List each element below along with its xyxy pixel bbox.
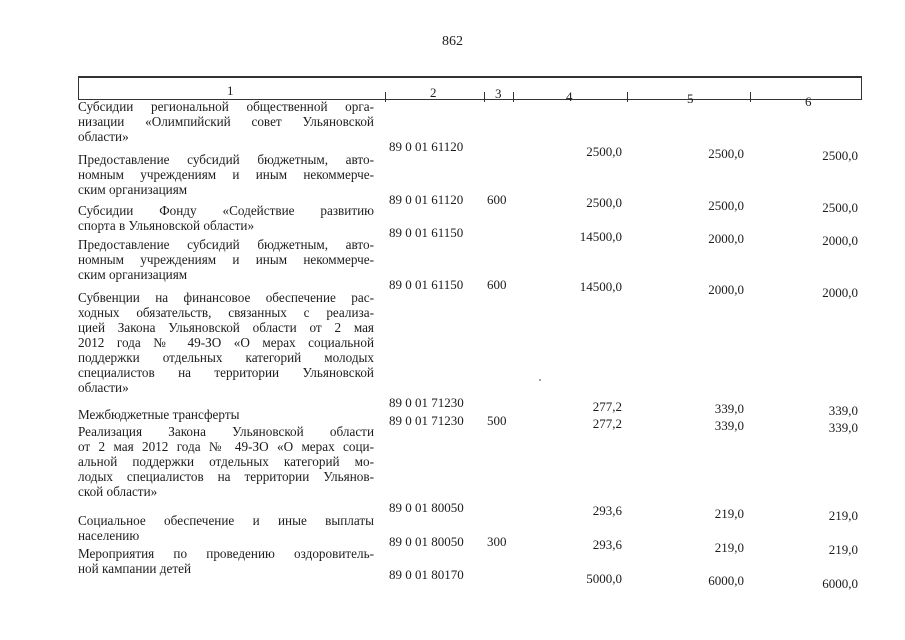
header-divider: [385, 92, 386, 102]
description-line: населению: [78, 528, 140, 543]
table-row-description: [78, 290, 374, 395]
value-col-4: 2500,0: [586, 144, 622, 159]
description-line: Реализация Закона Ульяновской области: [78, 424, 374, 439]
target-article-code: 89 0 01 80050: [389, 500, 464, 515]
description-line: лодых специалистов на территории Ульянов-: [78, 469, 374, 484]
header-col-2: 2: [430, 85, 437, 100]
target-article-code: 89 0 01 80170: [389, 567, 464, 582]
description-line: ской области»: [78, 484, 158, 499]
description-line: ходных обязательств, связанных с реализа-: [78, 305, 374, 320]
value-col-5: 6000,0: [708, 573, 744, 588]
description-line: Субсидии региональной общественной орга-: [78, 99, 374, 114]
description-line: Мероприятия по проведению оздоровитель-: [78, 546, 374, 561]
description-line: номным учреждениям и иным некоммерче-: [78, 252, 374, 267]
description-line: области»: [78, 129, 129, 144]
header-divider: [513, 92, 514, 102]
description-line: Субсидии Фонду «Содействие развитию: [78, 203, 374, 218]
description-line: специалистов на территории Ульяновской: [78, 365, 374, 380]
value-col-6: 339,0: [828, 420, 858, 435]
table-row-description: [78, 546, 374, 576]
header-col-3: 3: [495, 86, 502, 101]
value-col-5: 2000,0: [708, 231, 744, 246]
description-line: спорта в Ульяновской области»: [78, 218, 255, 233]
value-col-5: 339,0: [714, 418, 744, 433]
description-line: ским организациям: [78, 182, 188, 197]
value-col-5: 2500,0: [708, 146, 744, 161]
description-line: от 2 мая 2012 года № 49-ЗО «О мерах соци-: [78, 439, 374, 454]
header-divider: [627, 92, 628, 102]
table-row-description: [78, 203, 374, 233]
description-line: ной кампании детей: [78, 561, 192, 576]
table-row-description: [78, 513, 374, 543]
header-divider: [750, 92, 751, 102]
description-line: цией Закона Ульяновской области от 2 мая: [78, 320, 374, 335]
expense-type-code: 600: [487, 192, 507, 207]
value-col-6: 6000,0: [822, 576, 858, 591]
value-col-4: 2500,0: [586, 195, 622, 210]
target-article-code: 89 0 01 71230: [389, 395, 464, 410]
value-col-5: 339,0: [714, 401, 744, 416]
value-col-6: 219,0: [828, 508, 858, 523]
expense-type-code: 300: [487, 534, 507, 549]
description-line: Субвенции на финансовое обеспечение рас-: [78, 290, 374, 305]
description-line: 2012 года № 49-ЗО «О мерах социальной: [78, 335, 374, 350]
page-number: 862: [442, 34, 463, 49]
target-article-code: 89 0 01 71230: [389, 413, 464, 428]
header-col-5: 5: [687, 91, 694, 106]
header-divider: [484, 92, 485, 102]
value-col-6: 219,0: [828, 542, 858, 557]
description-line: ским организациям: [78, 267, 188, 282]
value-col-4: 293,6: [592, 503, 622, 518]
value-col-5: 219,0: [714, 540, 744, 555]
value-col-4: 5000,0: [586, 571, 622, 586]
value-col-4: 14500,0: [579, 279, 622, 294]
expense-type-code: 500: [487, 413, 507, 428]
target-article-code: 89 0 01 61120: [389, 139, 464, 154]
scan-speck: [539, 379, 541, 381]
header-col-1: 1: [227, 83, 234, 98]
value-col-6: 2500,0: [822, 148, 858, 163]
value-col-5: 219,0: [714, 506, 744, 521]
value-col-6: 339,0: [828, 403, 858, 418]
description-line: Предоставление субсидий бюджетным, авто-: [78, 152, 374, 167]
description-line: поддержки отдельных категорий молодых: [78, 350, 374, 365]
value-col-5: 2500,0: [708, 198, 744, 213]
description-line: Социальное обеспечение и иные выплаты: [78, 513, 374, 528]
value-col-4: 277,2: [592, 416, 622, 431]
description-line: номным учреждениям и иным некоммерче-: [78, 167, 374, 182]
table-row-description: [78, 424, 374, 499]
table-row-description: [78, 407, 374, 422]
header-col-4: 4: [566, 89, 573, 104]
value-col-5: 2000,0: [708, 282, 744, 297]
value-col-6: 2000,0: [822, 285, 858, 300]
value-col-6: 2500,0: [822, 200, 858, 215]
description-line: альной поддержки отдельных категорий мо-: [78, 454, 374, 469]
description-line: низации «Олимпийский совет Ульяновской: [78, 114, 374, 129]
table-row-description: [78, 237, 374, 282]
target-article-code: 89 0 01 61150: [389, 277, 464, 292]
description-line: области»: [78, 380, 129, 395]
target-article-code: 89 0 01 61120: [389, 192, 464, 207]
description-line: Предоставление субсидий бюджетным, авто-: [78, 237, 374, 252]
value-col-6: 2000,0: [822, 233, 858, 248]
target-article-code: 89 0 01 80050: [389, 534, 464, 549]
value-col-4: 14500,0: [579, 229, 622, 244]
header-col-6: 6: [805, 94, 812, 109]
expense-type-code: 600: [487, 277, 507, 292]
value-col-4: 277,2: [592, 399, 622, 414]
description-line: Межбюджетные трансферты: [78, 407, 240, 422]
table-row-description: [78, 152, 374, 197]
table-row-description: [78, 99, 374, 144]
value-col-4: 293,6: [592, 537, 622, 552]
target-article-code: 89 0 01 61150: [389, 225, 464, 240]
